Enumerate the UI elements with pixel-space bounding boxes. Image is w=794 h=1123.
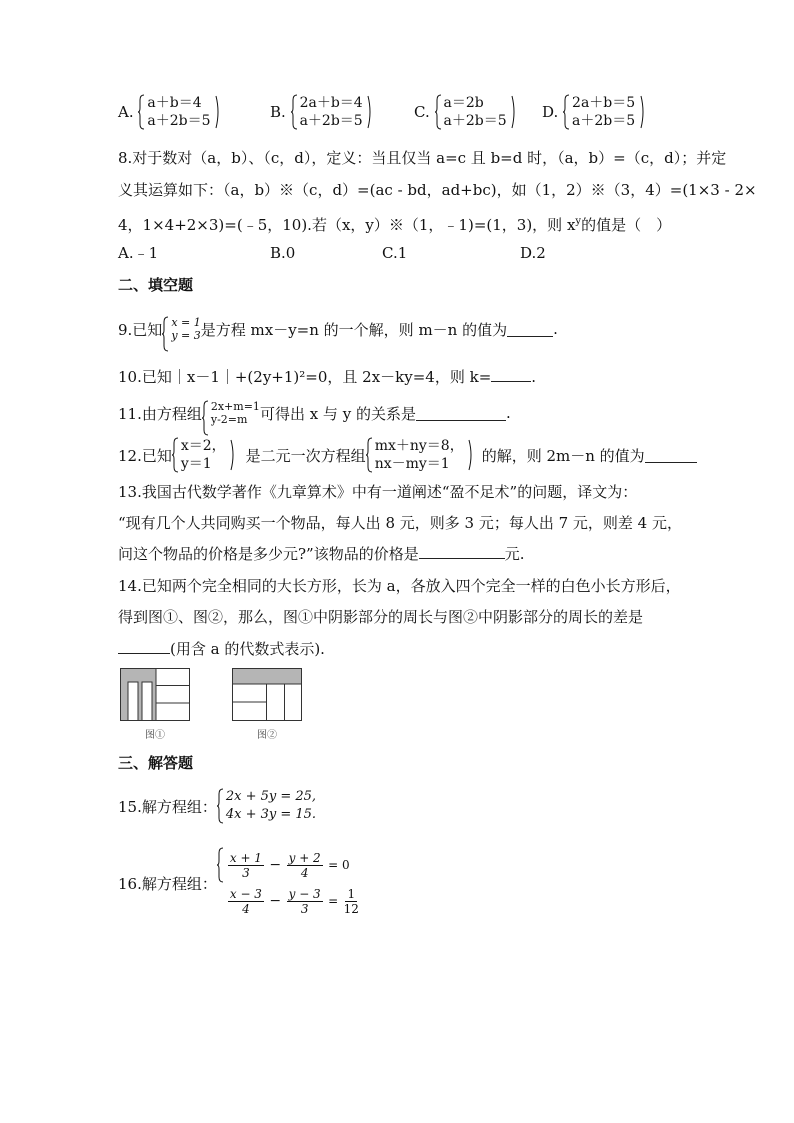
q7-option-a[interactable] — [118, 94, 221, 130]
equation-system: mx＋ny＝8， nx－my＝1 — [366, 437, 464, 473]
left-brace-icon — [202, 400, 209, 436]
q9: 9.已知 x = 1 y = 3 是方程 mx－y=n 的一个解，则 m－n 的值为 . — [118, 311, 558, 347]
answer-blank[interactable] — [419, 544, 505, 559]
left-brace-icon — [217, 788, 224, 824]
q11: 11.由方程组 2x+m=1 y-2=m 可得出 x 与 y 的关系是 . — [118, 396, 511, 430]
q16: 16.解方程组： $\frac{x + 1}{3}$ − $\frac{y + 2}{4}$ = 0 $\frac{x - 3}{4}$ − $\frac{y - 3}{3}$ = $\frac{1}{12}$ — [118, 846, 360, 920]
equation-system: 2a＋b＝4 a＋2b＝5 — [291, 94, 363, 130]
answer-blank[interactable] — [416, 406, 506, 421]
figure-1-caption: 图① — [145, 730, 165, 741]
left-brace-icon — [172, 437, 179, 473]
right-paren-icon — [215, 95, 221, 129]
left-brace-icon — [162, 316, 169, 352]
q14-line-2: 得到图①、图②，那么，图①中阴影部分的周长与图②中阴影部分的周长的差是 — [118, 608, 644, 626]
option-letter: B. — [270, 103, 286, 121]
q8-line-2: 义其运算如下：（a，b）※（c，d）=(ac - bd，ad+bc)，如（1，2）※（3，4）=(1×3 - 2× — [118, 181, 757, 199]
left-brace-icon — [217, 847, 224, 883]
right-paren-icon — [367, 95, 373, 129]
answer-blank[interactable] — [491, 367, 531, 382]
figure-2-caption: 图② — [257, 730, 277, 741]
fraction: $\frac{x - 3}{4}$ — [229, 886, 262, 916]
equation-system: x＝2， y＝1 — [172, 437, 226, 473]
right-paren-icon — [464, 439, 478, 471]
q16-equation-2: $\frac{x - 3}{4}$ − $\frac{y - 3}{3}$ = $\frac{1}{12}$ — [229, 886, 359, 916]
q8-line-1: 8.对于数对（a，b）、（c，d），定义：当且仅当 a=c 且 b=d 时，（a，b）=（c，d）；并定 — [118, 149, 727, 167]
q8-option-a[interactable]: A.﹣1 — [118, 244, 159, 262]
right-paren-icon — [511, 95, 517, 129]
q14-line-1: 14.已知两个完全相同的大长方形，长为 a，各放入四个完全一样的白色小长方形后， — [118, 577, 681, 595]
q13-line-1: 13.我国古代数学著作《九章算术》中有一道阐述“盈不足术”的问题，译文为： — [118, 483, 638, 501]
q8-option-d[interactable]: D.2 — [520, 244, 546, 262]
fraction: $\frac{1}{12}$ — [343, 886, 359, 916]
left-brace-icon — [563, 94, 570, 130]
q7-options — [118, 94, 678, 134]
left-brace-icon — [291, 94, 298, 130]
q7-option-c[interactable] — [414, 94, 517, 130]
section-heading-fill-in: 二、填空题 — [118, 276, 194, 294]
option-letter: C. — [414, 103, 430, 121]
fraction: $\frac{x + 1}{3}$ — [229, 850, 262, 880]
figure-1-diagram — [120, 668, 190, 722]
q12: 12.已知 x＝2， y＝1 是二元一次方程组 mx＋ny＝8， nx－my＝1 的解，则 2m－n 的值为 — [118, 436, 697, 474]
q8-option-b[interactable]: B.0 — [270, 244, 296, 262]
left-brace-icon — [435, 94, 442, 130]
fraction: $\frac{y + 2}{4}$ — [288, 850, 321, 880]
q13-line-3: 问这个物品的价格是多少元?”该物品的价格是 元. — [118, 545, 525, 563]
q16-equation-1: $\frac{x + 1}{3}$ − $\frac{y + 2}{4}$ = 0 — [229, 850, 350, 880]
q15: 15.解方程组： 2x + 5y = 25, 4x + 3y = 15. — [118, 789, 317, 822]
equation-system: a＋b＝4 a＋2b＝5 — [138, 94, 210, 130]
q7-option-b[interactable] — [270, 94, 373, 130]
equation-system: 2a＋b＝5 a＋2b＝5 — [563, 94, 635, 130]
equation-system — [217, 847, 360, 919]
option-letter: A. — [118, 103, 134, 121]
equation-system: 2x+m=1 y-2=m — [202, 400, 260, 426]
q7-option-d[interactable] — [542, 94, 646, 130]
q10: 10.已知｜x－1｜+(2y+1)²=0，且 2x－ky=4，则 k= . — [118, 368, 537, 386]
equation-system: a＝2b a＋2b＝5 — [435, 94, 507, 130]
q8-option-c[interactable]: C.1 — [382, 244, 408, 262]
answer-blank[interactable] — [507, 322, 553, 337]
figure-1 — [120, 668, 190, 740]
figure-2-diagram — [232, 668, 302, 722]
right-paren-icon — [640, 95, 646, 129]
section-heading-solve: 三、解答题 — [118, 754, 194, 772]
fraction: $\frac{y - 3}{3}$ — [288, 886, 321, 916]
left-brace-icon — [366, 437, 373, 473]
figure-2 — [232, 668, 302, 740]
left-brace-icon — [138, 94, 145, 130]
right-paren-icon — [226, 439, 240, 471]
equation-system: 2x + 5y = 25, 4x + 3y = 15. — [217, 788, 316, 824]
answer-blank[interactable] — [645, 448, 697, 463]
q8-line-3: 4，1×4+2×3)=(﹣5，10).若（x，y）※（1，﹣1)=(1，3)，则 $x^y$的值是（ ） — [118, 216, 672, 234]
answer-blank[interactable] — [118, 639, 170, 654]
option-letter: D. — [542, 103, 559, 121]
equation-system: x = 1 y = 3 — [162, 316, 200, 342]
q13-line-2: “现有几个人共同购买一个物品，每人出 8 元，则多 3 元；每人出 7 元，则差 4 元， — [118, 514, 682, 532]
q14-line-3: (用含 a 的代数式表示). — [118, 639, 325, 659]
